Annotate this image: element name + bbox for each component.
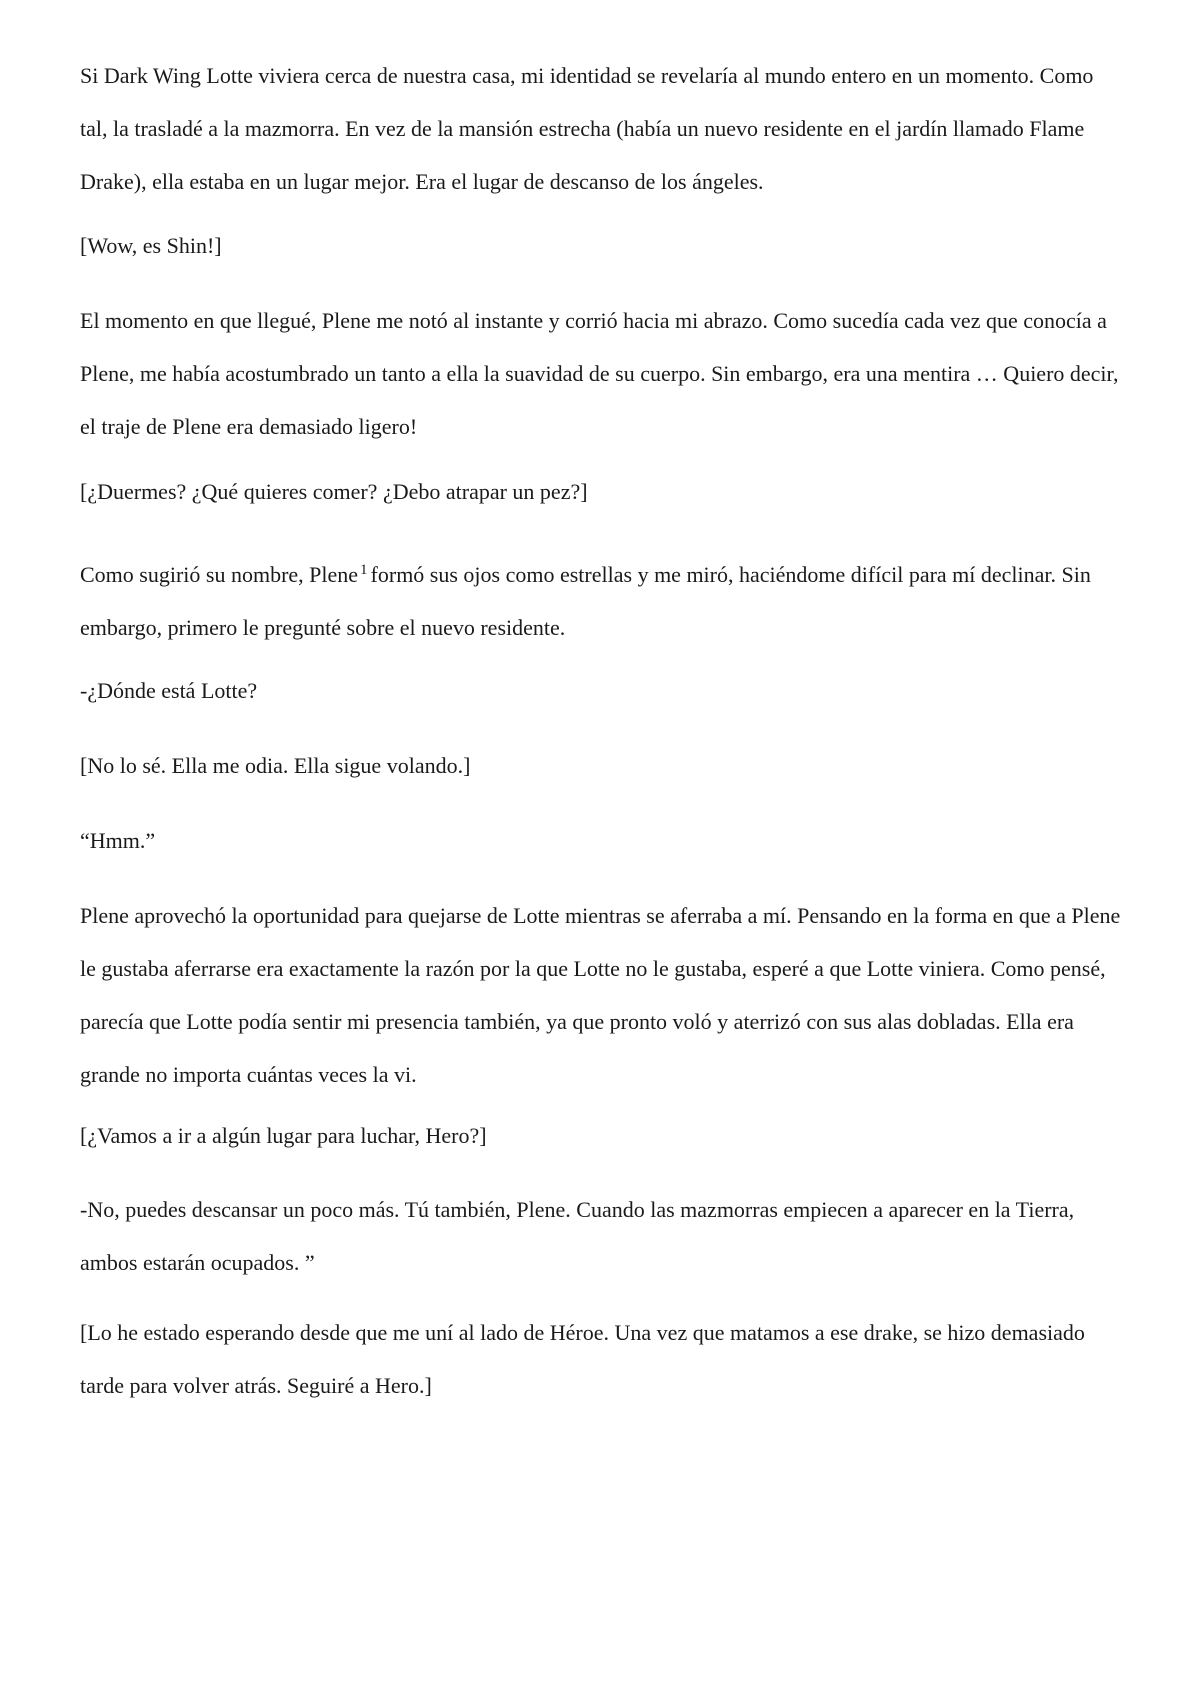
paragraph: El momento en que llegué, Plene me notó al instante y corrió hacia mi abrazo. Como sucedía cada vez que conocía a Plene, me había acostumbrado un tanto a ella la suavidad de su cuerpo. Sin embargo, era una mentira … Quiero decir, el traje de Plene era demasiado ligero!: [80, 308, 1119, 439]
dialogue-line: -¿Dónde está Lotte?: [80, 678, 258, 703]
dialogue-line: “Hmm.”: [80, 828, 156, 853]
paragraph-with-footnote: [80, 548, 1125, 654]
dialogue-line: [¿Vamos a ir a algún lugar para luchar, Hero?]: [80, 1123, 487, 1148]
dialogue-line: [¿Duermes? ¿Qué quieres comer? ¿Debo atrapar un pez?]: [80, 479, 588, 504]
document-page: [80, 0, 1125, 1684]
paragraph-text-before-footnote: Como sugirió su nombre, Plene: [80, 562, 359, 587]
paragraph-text-after-footnote: formó sus ojos como estrellas y me miró, haciéndome difícil para mí declinar. Sin embargo, primero le pregunté sobre el nuevo residente.: [80, 562, 1091, 640]
paragraph: Si Dark Wing Lotte viviera cerca de nuestra casa, mi identidad se revelaría al mundo entero en un momento. Como tal, la trasladé a la mazmorra. En vez de la mansión estrecha (había un nuevo residente en el jardín llamado Flame Drake), ella estaba en un lugar mejor. Era el lugar de descanso de los ángeles.: [80, 63, 1094, 194]
footnote-marker[interactable]: 1: [360, 561, 368, 578]
paragraph: [Lo he estado esperando desde que me uní al lado de Héroe. Una vez que matamos a ese drake, se hizo demasiado tarde para volver atrás. Seguiré a Hero.]: [80, 1320, 1085, 1398]
paragraph: Plene aprovechó la oportunidad para quejarse de Lotte mientras se aferraba a mí. Pensando en la forma en que a Plene le gustaba aferrarse era exactamente la razón por la que Lotte no le gustaba, esperé a que Lotte viniera. Como pensé, parecía que Lotte podía sentir mi presencia también, ya que pronto voló y aterrizó con sus alas dobladas. Ella era grande no importa cuántas veces la vi.: [80, 903, 1121, 1087]
dialogue-line: [No lo sé. Ella me odia. Ella sigue volando.]: [80, 753, 471, 778]
dialogue-line: [Wow, es Shin!]: [80, 233, 222, 258]
paragraph: -No, puedes descansar un poco más. Tú también, Plene. Cuando las mazmorras empiecen a aparecer en la Tierra, ambos estarán ocupados. ”: [80, 1197, 1075, 1275]
